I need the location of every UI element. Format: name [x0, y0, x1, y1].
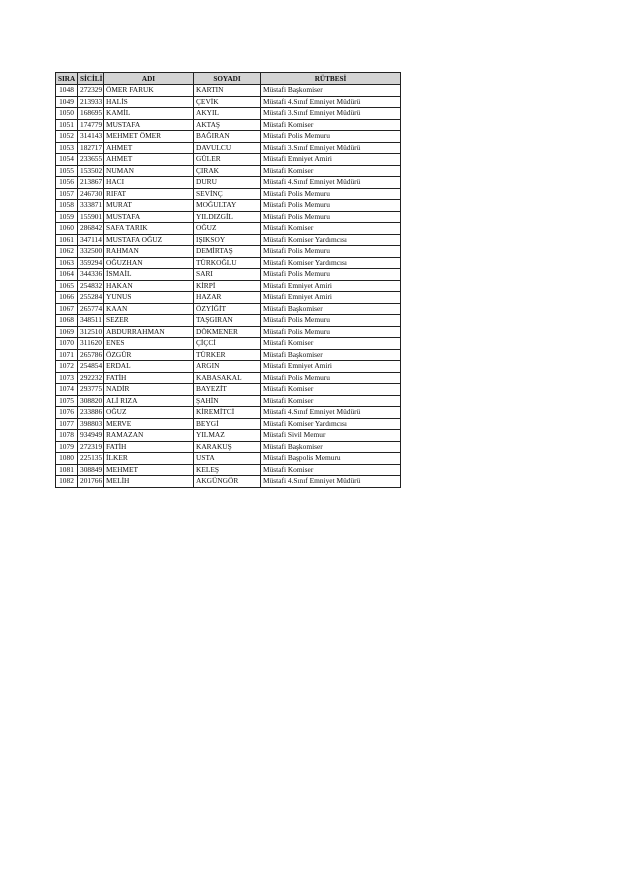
cell-sicil: 233655	[78, 154, 104, 166]
cell-adi: MUSTAFA	[104, 211, 194, 223]
cell-soyadi: AKTAŞ	[194, 119, 261, 131]
cell-sicil: 155901	[78, 211, 104, 223]
cell-soyadi: KELEŞ	[194, 464, 261, 476]
cell-rutbe: Müstafi Sivil Memur	[261, 430, 401, 442]
cell-rutbe: Müstafi Başkomiser	[261, 303, 401, 315]
table-row	[56, 223, 401, 235]
cell-rutbe: Müstafi Polis Memuru	[261, 315, 401, 327]
cell-sicil: 348511	[78, 315, 104, 327]
table-row	[56, 200, 401, 212]
cell-rutbe: Müstafi Komiser Yardımcısı	[261, 418, 401, 430]
cell-soyadi: BAYEZİT	[194, 384, 261, 396]
cell-sicil: 153502	[78, 165, 104, 177]
cell-soyadi: BAĞIRAN	[194, 131, 261, 143]
cell-adi: AHMET	[104, 154, 194, 166]
cell-sira: 1068	[56, 315, 78, 327]
cell-sira: 1059	[56, 211, 78, 223]
table-row	[56, 430, 401, 442]
cell-sicil: 255284	[78, 292, 104, 304]
cell-adi: NUMAN	[104, 165, 194, 177]
cell-adi: ERDAL	[104, 361, 194, 373]
cell-sicil: 201766	[78, 476, 104, 488]
header-sicili: SİCİLİ	[78, 73, 104, 85]
cell-adi: MURAT	[104, 200, 194, 212]
cell-sira: 1078	[56, 430, 78, 442]
cell-sicil: 347114	[78, 234, 104, 246]
cell-soyadi: GÜLER	[194, 154, 261, 166]
table-row	[56, 96, 401, 108]
cell-adi: MUSTAFA OĞUZ	[104, 234, 194, 246]
table-row	[56, 384, 401, 396]
cell-rutbe: Müstafi Emniyet Amiri	[261, 361, 401, 373]
cell-adi: MERVE	[104, 418, 194, 430]
table-row	[56, 292, 401, 304]
cell-soyadi: MOĞULTAY	[194, 200, 261, 212]
cell-rutbe: Müstafi Emniyet Amiri	[261, 292, 401, 304]
cell-soyadi: SEVİNÇ	[194, 188, 261, 200]
cell-sicil: 311620	[78, 338, 104, 350]
cell-soyadi: DURU	[194, 177, 261, 189]
table-row	[56, 269, 401, 281]
cell-sicil: 934949	[78, 430, 104, 442]
table-row	[56, 246, 401, 258]
cell-adi: OĞUZHAN	[104, 257, 194, 269]
cell-sicil: 233886	[78, 407, 104, 419]
cell-sicil: 308849	[78, 464, 104, 476]
header-soyadi: SOYADI	[194, 73, 261, 85]
cell-sicil: 246730	[78, 188, 104, 200]
cell-rutbe: Müstafi Polis Memuru	[261, 131, 401, 143]
cell-adi: FATİH	[104, 441, 194, 453]
table-row	[56, 418, 401, 430]
cell-sicil: 182717	[78, 142, 104, 154]
cell-rutbe: Müstafi Komiser	[261, 384, 401, 396]
cell-rutbe: Müstafi 3.Sınıf Emniyet Müdürü	[261, 108, 401, 120]
cell-sira: 1055	[56, 165, 78, 177]
personnel-table	[55, 72, 401, 488]
table-row	[56, 326, 401, 338]
cell-sicil: 398803	[78, 418, 104, 430]
cell-soyadi: ÇİÇCİ	[194, 338, 261, 350]
cell-sicil: 254832	[78, 280, 104, 292]
cell-adi: ENES	[104, 338, 194, 350]
cell-soyadi: BEYGİ	[194, 418, 261, 430]
table-row	[56, 177, 401, 189]
cell-soyadi: SARI	[194, 269, 261, 281]
cell-adi: FATİH	[104, 372, 194, 384]
cell-adi: NADİR	[104, 384, 194, 396]
table-row	[56, 280, 401, 292]
cell-adi: KAAN	[104, 303, 194, 315]
cell-soyadi: HAZAR	[194, 292, 261, 304]
cell-sira: 1056	[56, 177, 78, 189]
cell-soyadi: YILDIZGİL	[194, 211, 261, 223]
cell-sira: 1073	[56, 372, 78, 384]
table-row	[56, 349, 401, 361]
cell-soyadi: KARAKUŞ	[194, 441, 261, 453]
cell-sira: 1060	[56, 223, 78, 235]
cell-soyadi: TÜRKOĞLU	[194, 257, 261, 269]
cell-sicil: 174779	[78, 119, 104, 131]
cell-sira: 1064	[56, 269, 78, 281]
cell-sira: 1069	[56, 326, 78, 338]
cell-adi: ÖZGÜR	[104, 349, 194, 361]
header-sira: SIRA	[56, 73, 78, 85]
table-row	[56, 303, 401, 315]
table-row	[56, 372, 401, 384]
cell-sira: 1050	[56, 108, 78, 120]
cell-sicil: 265774	[78, 303, 104, 315]
cell-soyadi: ÖZYİĞİT	[194, 303, 261, 315]
cell-rutbe: Müstafi Polis Memuru	[261, 246, 401, 258]
cell-sira: 1080	[56, 453, 78, 465]
cell-sira: 1057	[56, 188, 78, 200]
cell-adi: HALİS	[104, 96, 194, 108]
cell-sicil: 292232	[78, 372, 104, 384]
table-row	[56, 441, 401, 453]
cell-sira: 1051	[56, 119, 78, 131]
table-row	[56, 188, 401, 200]
cell-sira: 1061	[56, 234, 78, 246]
cell-sira: 1067	[56, 303, 78, 315]
table-row	[56, 407, 401, 419]
table-row	[56, 453, 401, 465]
cell-sicil: 312510	[78, 326, 104, 338]
cell-rutbe: Müstafi Başpolis Memuru	[261, 453, 401, 465]
cell-sicil: 213933	[78, 96, 104, 108]
cell-sicil: 344336	[78, 269, 104, 281]
cell-sicil: 213867	[78, 177, 104, 189]
cell-adi: MEHMET	[104, 464, 194, 476]
cell-adi: MUSTAFA	[104, 119, 194, 131]
table-row	[56, 85, 401, 97]
cell-sicil: 293775	[78, 384, 104, 396]
cell-sicil: 168695	[78, 108, 104, 120]
cell-adi: YUNUS	[104, 292, 194, 304]
cell-rutbe: Müstafi Emniyet Amiri	[261, 280, 401, 292]
cell-sicil: 314143	[78, 131, 104, 143]
table-row	[56, 464, 401, 476]
cell-rutbe: Müstafi Komiser Yardımcısı	[261, 234, 401, 246]
cell-adi: İSMAİL	[104, 269, 194, 281]
cell-rutbe: Müstafi 4.Sınıf Emniyet Müdürü	[261, 407, 401, 419]
cell-rutbe: Müstafi Başkomiser	[261, 349, 401, 361]
cell-adi: İLKER	[104, 453, 194, 465]
cell-rutbe: Müstafi 3.Sınıf Emniyet Müdürü	[261, 142, 401, 154]
cell-soyadi: IŞIKSOY	[194, 234, 261, 246]
table-row	[56, 108, 401, 120]
cell-sicil: 265786	[78, 349, 104, 361]
cell-adi: MEHMET ÖMER	[104, 131, 194, 143]
cell-soyadi: KARTIN	[194, 85, 261, 97]
cell-rutbe: Müstafi 4.Sınıf Emniyet Müdürü	[261, 476, 401, 488]
cell-soyadi: DAVULCU	[194, 142, 261, 154]
cell-rutbe: Müstafi 4.Sınıf Emniyet Müdürü	[261, 96, 401, 108]
cell-rutbe: Müstafi Polis Memuru	[261, 188, 401, 200]
cell-rutbe: Müstafi Başkomiser	[261, 441, 401, 453]
cell-sicil: 332500	[78, 246, 104, 258]
table-row	[56, 131, 401, 143]
table-row	[56, 234, 401, 246]
cell-adi: SAFA TARIK	[104, 223, 194, 235]
cell-adi: MELİH	[104, 476, 194, 488]
cell-soyadi: USTA	[194, 453, 261, 465]
cell-rutbe: Müstafi Komiser	[261, 165, 401, 177]
cell-sicil: 254854	[78, 361, 104, 373]
cell-soyadi: AKYIL	[194, 108, 261, 120]
cell-sira: 1066	[56, 292, 78, 304]
cell-rutbe: Müstafi Polis Memuru	[261, 372, 401, 384]
cell-adi: HAKAN	[104, 280, 194, 292]
table-row	[56, 315, 401, 327]
cell-soyadi: AKGÜNGÖR	[194, 476, 261, 488]
cell-sira: 1053	[56, 142, 78, 154]
table-row	[56, 361, 401, 373]
cell-sicil: 359294	[78, 257, 104, 269]
cell-rutbe: Müstafi Komiser Yardımcısı	[261, 257, 401, 269]
cell-soyadi: DEMİRTAŞ	[194, 246, 261, 258]
cell-adi: ÖMER FARUK	[104, 85, 194, 97]
table-row	[56, 165, 401, 177]
cell-adi: ABDURRAHMAN	[104, 326, 194, 338]
cell-sira: 1058	[56, 200, 78, 212]
cell-rutbe: Müstafi Komiser	[261, 395, 401, 407]
cell-sira: 1052	[56, 131, 78, 143]
cell-sira: 1072	[56, 361, 78, 373]
cell-adi: AHMET	[104, 142, 194, 154]
cell-sira: 1065	[56, 280, 78, 292]
cell-soyadi: DÖKMENER	[194, 326, 261, 338]
cell-adi: OĞUZ	[104, 407, 194, 419]
cell-adi: SEZER	[104, 315, 194, 327]
cell-sicil: 308820	[78, 395, 104, 407]
table-body	[56, 85, 401, 488]
cell-rutbe: Müstafi 4.Sınıf Emniyet Müdürü	[261, 177, 401, 189]
cell-sicil: 225135	[78, 453, 104, 465]
cell-rutbe: Müstafi Emniyet Amiri	[261, 154, 401, 166]
cell-rutbe: Müstafi Polis Memuru	[261, 326, 401, 338]
cell-soyadi: YILMAZ	[194, 430, 261, 442]
cell-sira: 1074	[56, 384, 78, 396]
cell-soyadi: KİRPİ	[194, 280, 261, 292]
cell-adi: KAMİL	[104, 108, 194, 120]
cell-soyadi: KABASAKAL	[194, 372, 261, 384]
cell-sira: 1081	[56, 464, 78, 476]
cell-rutbe: Müstafi Başkomiser	[261, 85, 401, 97]
cell-rutbe: Müstafi Polis Memuru	[261, 200, 401, 212]
table-row	[56, 395, 401, 407]
cell-sira: 1049	[56, 96, 78, 108]
cell-rutbe: Müstafi Komiser	[261, 464, 401, 476]
cell-sicil: 333871	[78, 200, 104, 212]
cell-soyadi: KİREMİTCİ	[194, 407, 261, 419]
cell-sira: 1063	[56, 257, 78, 269]
cell-sira: 1062	[56, 246, 78, 258]
cell-adi: ALİ RIZA	[104, 395, 194, 407]
cell-sira: 1070	[56, 338, 78, 350]
table-row	[56, 476, 401, 488]
cell-soyadi: TÜRKER	[194, 349, 261, 361]
cell-adi: HACI	[104, 177, 194, 189]
cell-rutbe: Müstafi Komiser	[261, 223, 401, 235]
cell-soyadi: OĞUZ	[194, 223, 261, 235]
cell-soyadi: ÇEVİK	[194, 96, 261, 108]
table-header-row	[56, 73, 401, 85]
cell-sira: 1076	[56, 407, 78, 419]
cell-sira: 1071	[56, 349, 78, 361]
table-row	[56, 154, 401, 166]
table-row	[56, 211, 401, 223]
table-row	[56, 119, 401, 131]
cell-rutbe: Müstafi Komiser	[261, 338, 401, 350]
cell-sira: 1077	[56, 418, 78, 430]
cell-adi: RAHMAN	[104, 246, 194, 258]
cell-sira: 1079	[56, 441, 78, 453]
cell-soyadi: ÇIRAK	[194, 165, 261, 177]
cell-soyadi: ARGIN	[194, 361, 261, 373]
cell-sira: 1054	[56, 154, 78, 166]
cell-rutbe: Müstafi Polis Memuru	[261, 211, 401, 223]
cell-sira: 1082	[56, 476, 78, 488]
cell-rutbe: Müstafi Komiser	[261, 119, 401, 131]
table-row	[56, 257, 401, 269]
table-row	[56, 142, 401, 154]
cell-sira: 1048	[56, 85, 78, 97]
cell-sicil: 272319	[78, 441, 104, 453]
header-rutbesi: RÜTBESİ	[261, 73, 401, 85]
cell-adi: RIFAT	[104, 188, 194, 200]
cell-sicil: 272329	[78, 85, 104, 97]
cell-adi: RAMAZAN	[104, 430, 194, 442]
cell-sicil: 286842	[78, 223, 104, 235]
cell-soyadi: TAŞGIRAN	[194, 315, 261, 327]
header-adi: ADI	[104, 73, 194, 85]
cell-rutbe: Müstafi Polis Memuru	[261, 269, 401, 281]
cell-sira: 1075	[56, 395, 78, 407]
table-row	[56, 338, 401, 350]
cell-soyadi: ŞAHİN	[194, 395, 261, 407]
